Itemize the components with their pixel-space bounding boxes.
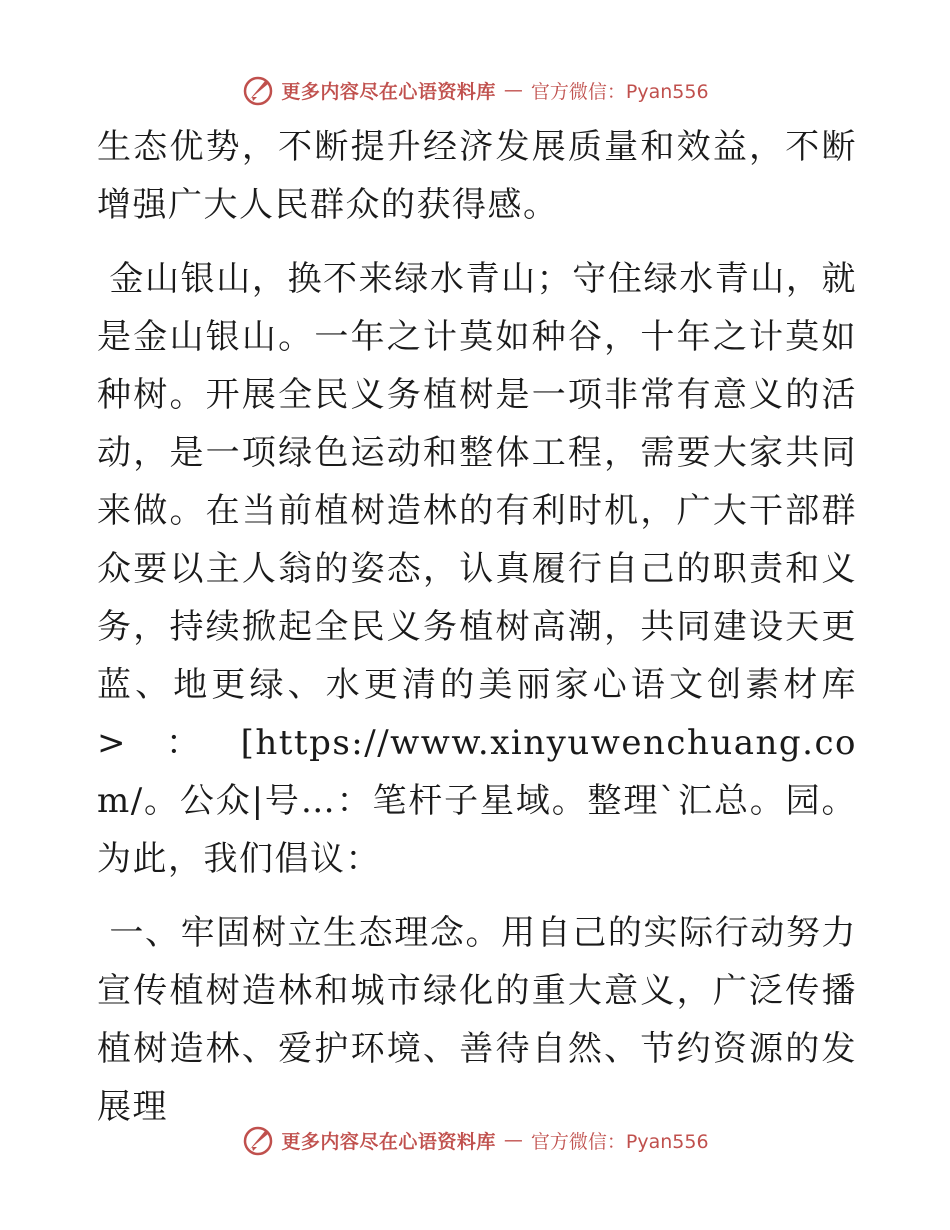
document-body <box>97 118 857 1136</box>
footer-banner <box>0 1120 950 1160</box>
banner-main-text: 更多内容尽在心语资料库 <box>281 80 496 103</box>
banner-main-text: 更多内容尽在心语资料库 <box>281 1130 496 1153</box>
paragraph-1: 生态优势，不断提升经济发展质量和效益，不断增强广大人民群众的获得感。 <box>97 127 857 225</box>
banner-separator: — <box>503 1129 523 1151</box>
quill-logo-icon <box>241 73 275 107</box>
banner-wechat-text: 官方微信：Pyan556 <box>530 80 709 103</box>
paragraph-2: 金山银山，换不来绿水青山；守住绿水青山，就是金山银山。一年之计莫如种谷，十年之计莫如种树。开展全民义务植树是一项非常有意义的活动，是一项绿色运动和整体工程，需要大家共同来做。在当前植树造林的有利时机，广大干部群众要以主人翁的姿态，认真履行自己的职责和义务，持续掀起全民义务植树高潮，共同建设天更蓝、地更绿、水更清的美丽家心语文创素材库>：[https://www.xinyuwenchuang.com/。公众|号…：笔杆子星域。整理`汇总。园。为此，我们倡议： <box>97 259 858 879</box>
quill-logo-icon <box>241 1123 275 1157</box>
banner-separator: — <box>503 79 523 101</box>
banner-wechat-text: 官方微信：Pyan556 <box>530 1130 709 1153</box>
header-banner <box>0 70 950 110</box>
paragraph-3: 一、牢固树立生态理念。用自己的实际行动努力宣传植树造林和城市绿化的重大意义，广泛传播植树造林、爱护环境、善待自然、节约资源的发展理 <box>97 913 858 1127</box>
